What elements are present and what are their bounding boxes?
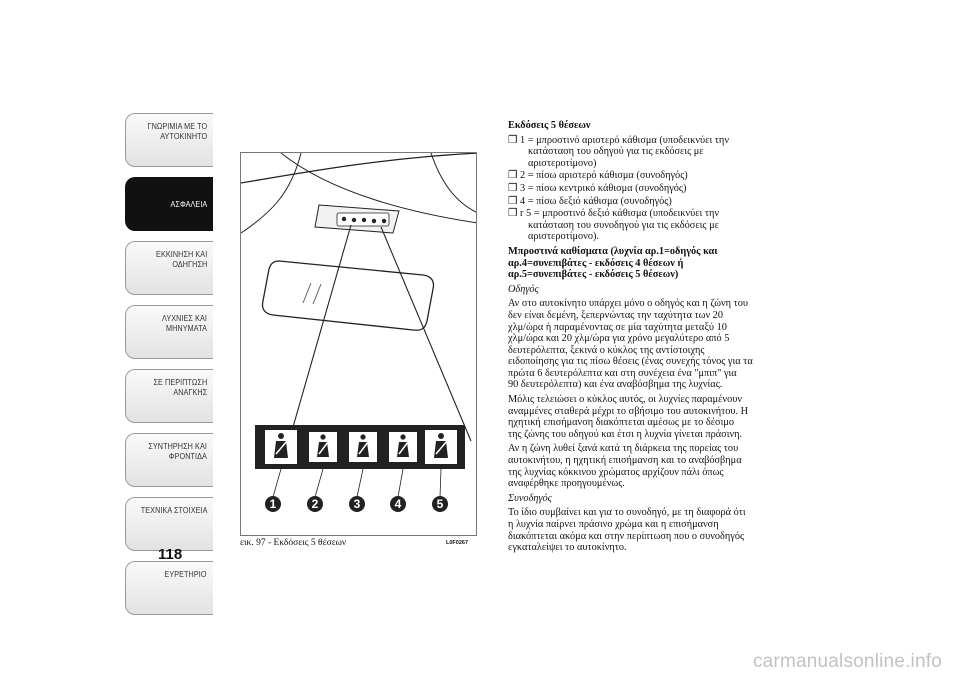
callout-badges (265, 496, 448, 512)
paragraph-3: Αν η ζώνη λυθεί ξανά κατά τη διάρκεια της πορείας του αυτοκινήτου, η ηχητική επισήμανση και το αναβόσβημα της λυχνίας κόκκινου χρώματος αρχίζουν πάλι όπως αναφέρθηκε προηγουμένως. (508, 443, 742, 490)
tab-getting-to-know[interactable]: ΓΝΩΡΙΜΙΑ ΜΕ ΤΟ ΑΥΤΟΚΙΝΗΤΟ (125, 113, 213, 167)
paragraph-1: Αν στο αυτοκίνητο υπάρχει μόνο ο οδηγός και η ζώνη του δεν είναι δεμένη, ξεπερνώντας την ταχύτητα των 20 χλμ/ώρα ή παραμένοντας σε μία ταχύτητα μεταξύ 10 χλμ/ώρα και 20 χλμ/ώρα για χρόνο μεγαλύτερο από 5 δευτερόλεπτα, ξεκινά ο κύκλος της αντίστοιχης ειδοποίησης για τις πίσω θέσεις (ένας συνεχής τόνος για τα πρώτα 6 δευτερόλεπτα και στη συνέχεια ένα "μπιπ" για 90 δευτερόλεπτα) και ένα αναβόσβημα της λυχνίας. (508, 298, 753, 391)
callout-5: 5 (436, 497, 444, 511)
paragraph-2: Μόλις τελειώσει ο κύκλος αυτός, οι λυχνίες παραμένουν αναμμένες σταθερά μέχρι το σβήσιμο του αυτοκινήτου. Η ηχητική επισήμανση διακόπτεται αμέσως με το δέσιμο της ζώνης του οδηγού και έτσι η λυχνία γίνεται πράσινη. (508, 394, 749, 440)
body-text (508, 120, 784, 557)
list-item: ❒ 2 = πίσω αριστερό κάθισμα (συνοδηγός) (508, 170, 688, 182)
subheading: Μπροστινά καθίσματα (λυχνία αρ.1=οδηγός και αρ.4=συνεπιβάτες - εκδόσεις 4 θέσεων ή αρ.5=συνεπιβάτες - εκδόσεις 5 θέσεων) (508, 245, 718, 281)
list-item: ❒ r 5 = μπροστινό δεξιό κάθισμα (υποδεικνύει την κατάσταση του συνοδηγού για τις εκδόσεις με αριστεροτίμονο). (508, 208, 720, 243)
figure-code: L0F0267 (446, 540, 469, 546)
illustration (241, 153, 477, 536)
checkbox-bullet-icon: ❒ (508, 170, 518, 182)
passenger-label: Συνοδηγός (508, 492, 552, 504)
paragraph-4: Το ίδιο συμβαίνει και για το συνοδηγό, με τη διαφορά ότι η λυχνία παίρνει πράσινο χρώμα και η επισήμανση διακόπτεται ακόμα και στην περίπτωση που ο συνοδηγός εγκαταλείψει το αυτοκίνητο. (508, 507, 746, 554)
callout-2: 2 (311, 497, 319, 511)
tab-emergency[interactable]: ΣΕ ΠΕΡΙΠΤΩΣΗ ΑΝΑΓΚΗΣ (125, 369, 213, 423)
driver-label: Οδηγός (508, 283, 539, 295)
callout-3: 3 (353, 497, 361, 511)
rear-view-mirror (262, 261, 433, 330)
callout-1: 1 (269, 497, 277, 511)
figure-caption: εικ. 97 - Εκδόσεις 5 θέσεων (240, 538, 347, 548)
tab-index[interactable]: ΕΥΡΕΤΗΡΙΟ (125, 561, 213, 615)
tab-safety[interactable]: ΑΣΦΑΛΕΙΑ (125, 177, 213, 231)
page-number: 118 (158, 546, 183, 563)
checkbox-bullet-icon: ❒ (508, 208, 518, 220)
callout-4: 4 (394, 497, 402, 511)
watermark: carmanualsonline.info (752, 651, 942, 672)
figure-seatbelt-indicator (240, 152, 477, 536)
list-item: ❒ 1 = μπροστινό αριστερό κάθισμα (υποδεικνύει την κατάσταση του οδηγού για τις εκδόσεις με αριστεροτίμονο) (508, 134, 729, 169)
tab-starting-driving[interactable]: ΕΚΚΙΝΗΣΗ ΚΑΙ ΟΔΗΓΗΣΗ (125, 241, 213, 295)
tab-technical-data[interactable]: ΤΕΧΝΙΚΑ ΣΤΟΙΧΕΙΑ (125, 497, 213, 551)
section-heading: Εκδόσεις 5 θέσεων (508, 120, 591, 131)
list-item: ❒ 4 = πίσω δεξιό κάθισμα (συνοδηγός) (508, 195, 672, 207)
tab-maintenance[interactable]: ΣΥΝΤΗΡΗΣΗ ΚΑΙ ΦΡΟΝΤΙΔΑ (125, 433, 213, 487)
list-item: ❒ 3 = πίσω κεντρικό κάθισμα (συνοδηγός) (508, 182, 687, 194)
seatbelt-icons (265, 430, 457, 464)
tab-warning-lights[interactable]: ΛΥΧΝΙΕΣ ΚΑΙ ΜΗΝΥΜΑΤΑ (125, 305, 213, 359)
checkbox-bullet-icon: ❒ (508, 182, 518, 194)
checkbox-bullet-icon: ❒ (508, 134, 518, 146)
checkbox-bullet-icon: ❒ (508, 195, 518, 207)
